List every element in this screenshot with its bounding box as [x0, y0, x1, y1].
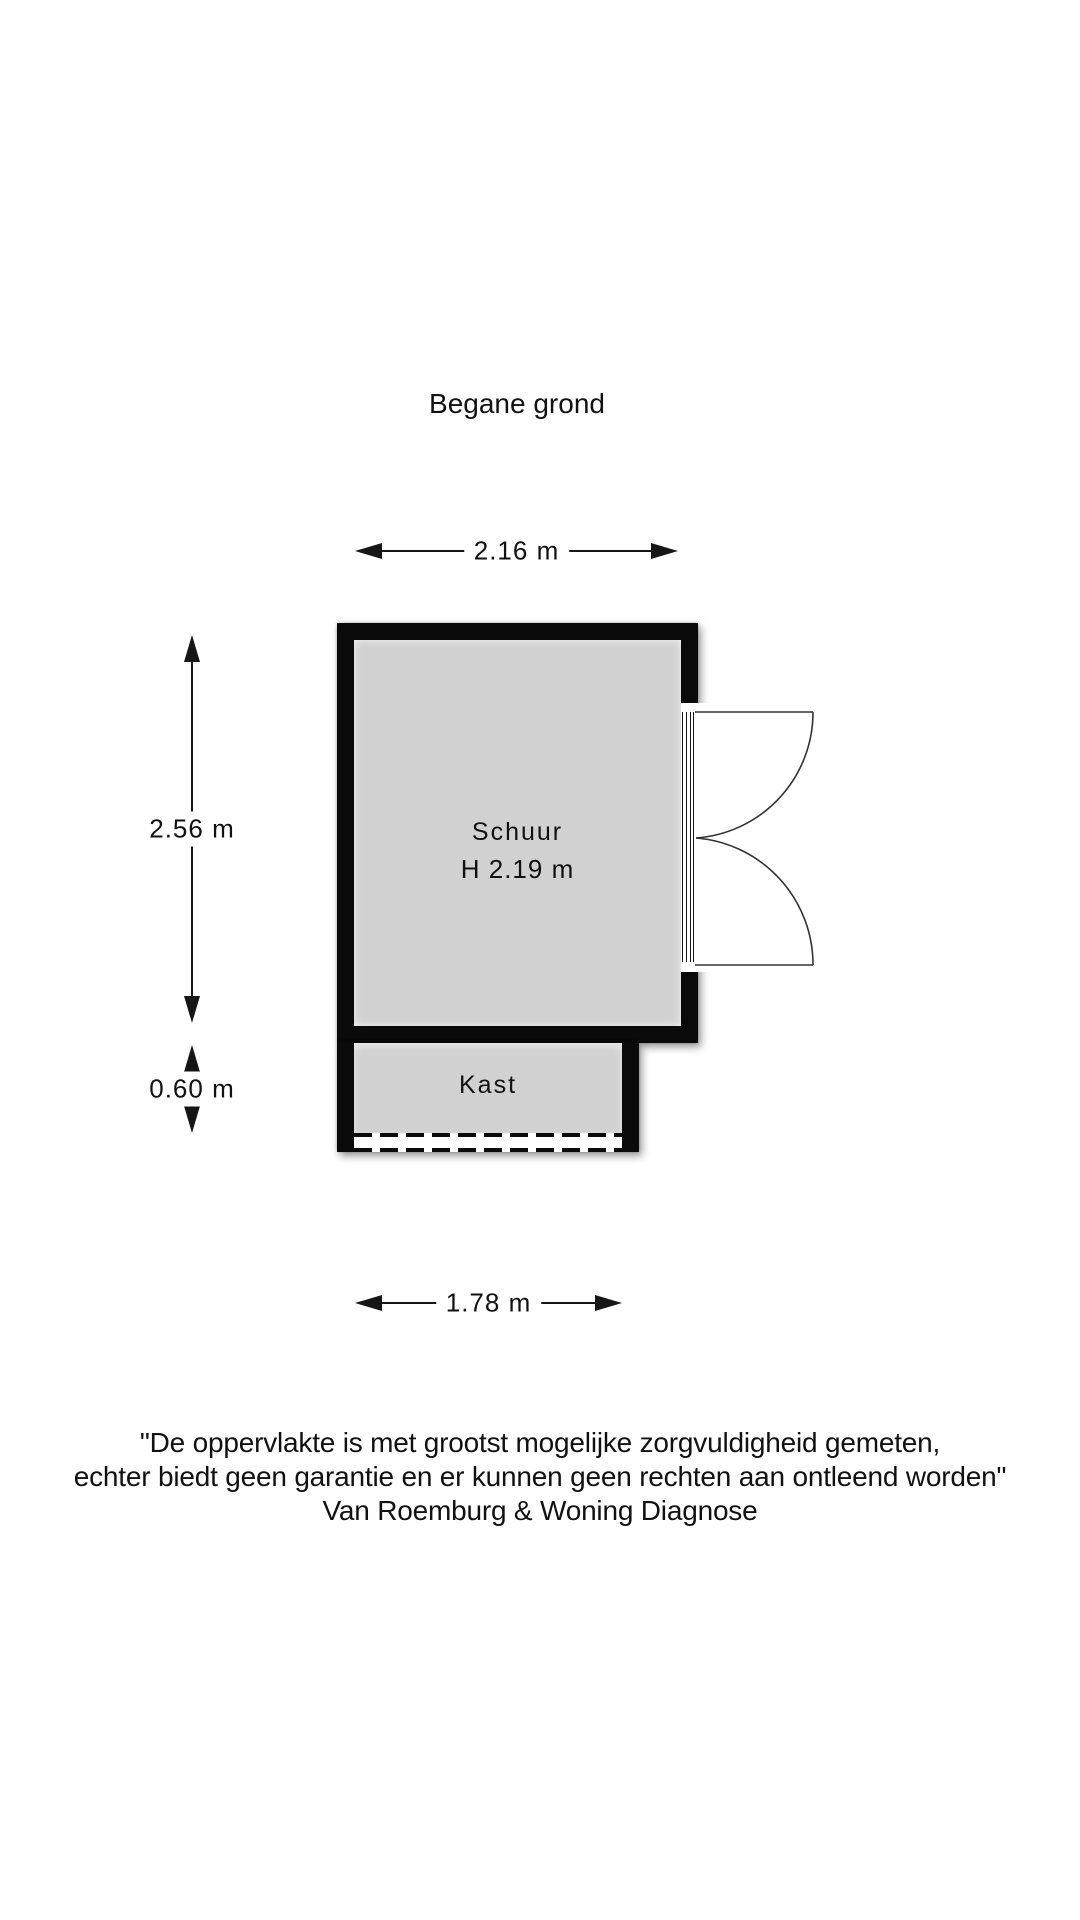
arrowhead-right-icon: [651, 543, 678, 559]
room-schuur-floor: [354, 640, 681, 1026]
room-schuur-name: Schuur: [471, 818, 564, 846]
floor-title: Begane grond: [429, 388, 605, 419]
dashed-line-icon: [354, 1133, 622, 1137]
dimension-kast-width: [355, 1287, 622, 1318]
arrowhead-down-icon: [184, 996, 200, 1023]
room-kast-name: Kast: [458, 1071, 518, 1099]
arrowhead-down-icon: [184, 1106, 200, 1133]
room-kast-walls: [337, 1043, 639, 1152]
arrowhead-up-icon: [184, 635, 200, 662]
dimension-kast-depth: [149, 1045, 235, 1133]
room-schuur-ceiling-height: H 2.19 m: [460, 854, 575, 884]
disclaimer-line-2: echter biedt geen garantie en er kunnen geen rechten aan ontleend worden": [73, 1461, 1007, 1492]
dimension-schuur-depth: [149, 635, 235, 1023]
arrowhead-left-icon: [355, 543, 382, 559]
dimension-schuur-width: [355, 535, 678, 566]
arrowhead-left-icon: [355, 1295, 382, 1311]
room-schuur-walls: [337, 623, 698, 1043]
room-kast-labels: [354, 1071, 622, 1100]
room-kast-floor: [354, 1043, 622, 1133]
door-threshold: [682, 712, 694, 962]
dimension-label: 2.56 m: [139, 812, 245, 847]
open-wall-dashed: [354, 1133, 622, 1152]
dimension-label: 0.60 m: [139, 1072, 245, 1107]
dimension-label: 1.78 m: [436, 1286, 542, 1321]
arrowhead-up-icon: [184, 1045, 200, 1072]
room-schuur-labels: [354, 818, 681, 885]
disclaimer-line-1: "De oppervlakte is met grootst mogelijke zorgvuldigheid gemeten,: [139, 1427, 941, 1458]
dashed-line-icon: [354, 1148, 622, 1152]
dimension-label: 2.16 m: [464, 534, 570, 569]
arrowhead-right-icon: [595, 1295, 622, 1311]
disclaimer-line-3: Van Roemburg & Woning Diagnose: [322, 1495, 758, 1526]
disclaimer: [0, 1426, 1080, 1528]
